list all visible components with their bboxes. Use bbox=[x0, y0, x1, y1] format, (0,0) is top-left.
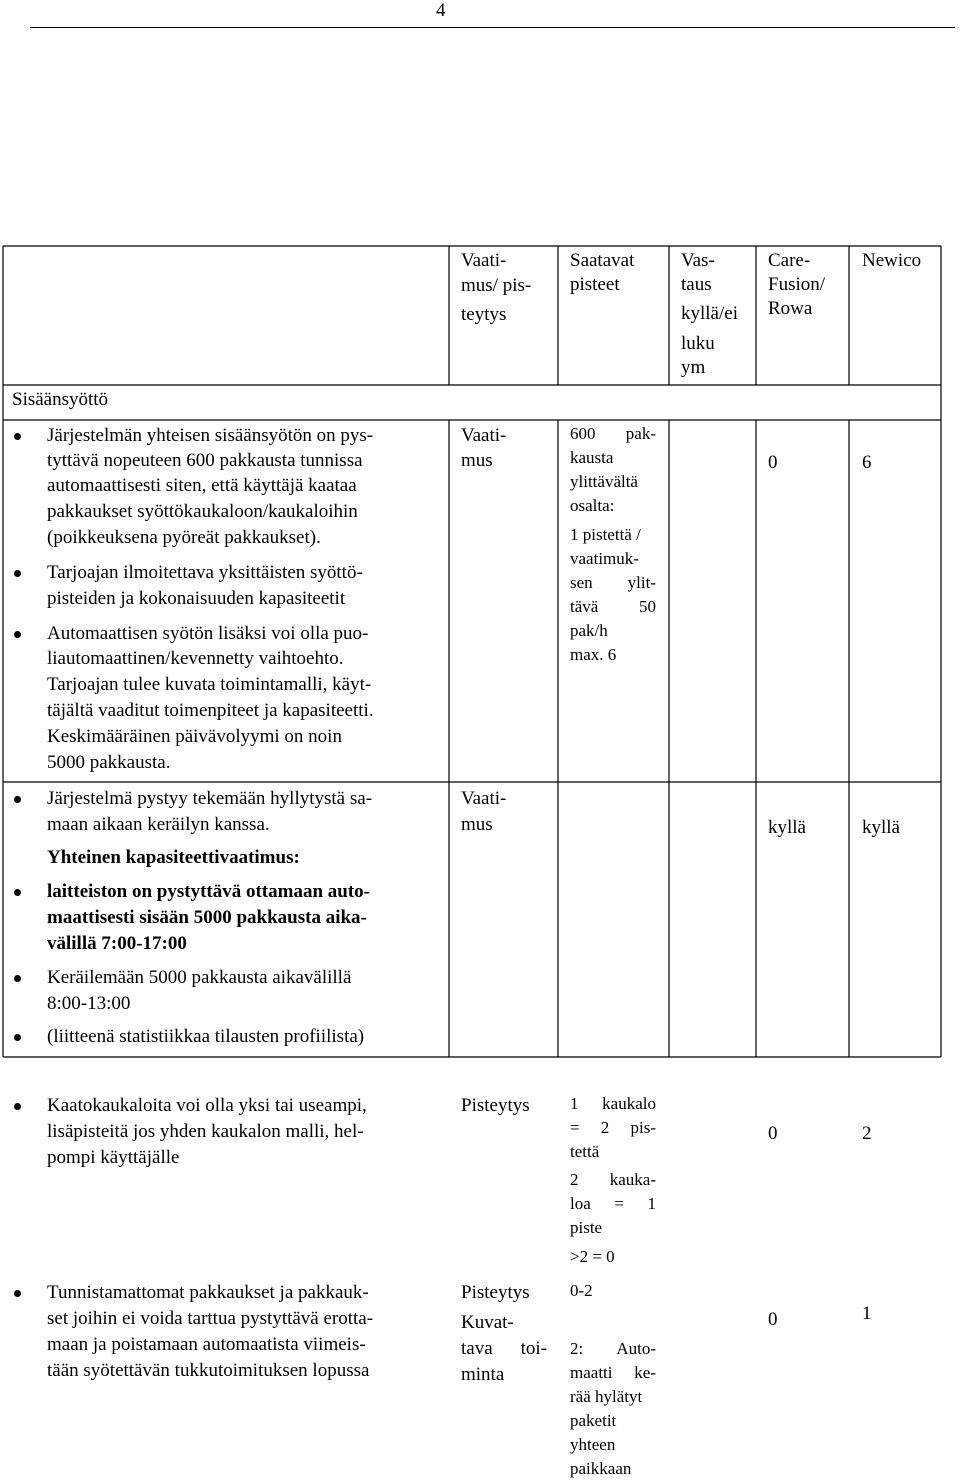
block4-vendor2-value: 1 bbox=[862, 1303, 872, 1324]
block1-points-line6: vaatimuk- bbox=[570, 549, 639, 568]
block1-points-line5: 1 pistettä / bbox=[570, 525, 641, 544]
block2-item3-line2: 8:00-13:00 bbox=[47, 993, 131, 1014]
block1-item3-line2: liautomaattinen/kevennetty vaihtoehto. bbox=[47, 648, 344, 669]
block1-points-line4: osalta: bbox=[570, 496, 615, 515]
block1-points-line2: kausta bbox=[570, 448, 614, 467]
block3-item-line1: Kaatokaukaloita voi olla yksi tai useampi, bbox=[47, 1095, 367, 1116]
block1-item1-line5: (poikkeuksena pyöreät pakkaukset). bbox=[47, 527, 321, 548]
block3-points-line4: 2 kauka- bbox=[570, 1170, 656, 1189]
header-points-2: pisteet bbox=[570, 274, 620, 295]
block3-item-line2: lisäpisteitä jos yhden kaukalon malli, hel- bbox=[47, 1121, 364, 1142]
block1-item2-line1: Tarjoajan ilmoitettava yksittäisten syöttö- bbox=[47, 562, 363, 583]
block3-vendor2-value: 2 bbox=[862, 1123, 872, 1144]
block1-item3-line5: Keskimääräinen päivävolyymi on noin bbox=[47, 726, 342, 747]
block4-points-line7: paikkaan bbox=[570, 1459, 632, 1478]
block1-item1-line2: tyttävä nopeuteen 600 pakkausta tunnissa bbox=[47, 450, 363, 471]
block1-item1-line3: automaattisesti siten, että käyttäjä kaataa bbox=[47, 475, 357, 496]
block1-points-line8: tävä 50 bbox=[570, 597, 656, 616]
block3-points-line2: = 2 pis- bbox=[570, 1118, 656, 1137]
block1-points-line3: ylittävältä bbox=[570, 472, 638, 491]
block1-item2-line2: pisteiden ja kokonaisuuden kapasiteetit bbox=[47, 588, 346, 609]
block1-requirement-2: mus bbox=[461, 450, 493, 471]
block1-item3-line1: Automaattisen syötön lisäksi voi olla puo- bbox=[47, 623, 369, 644]
block1-points-line10: max. 6 bbox=[570, 645, 617, 664]
header-answer-5: ym bbox=[681, 357, 706, 378]
header-vendor1-1: Care- bbox=[768, 250, 811, 271]
bullet bbox=[14, 1290, 21, 1297]
block2-item2-line1: laitteiston on pystyttävä ottamaan auto- bbox=[47, 881, 370, 902]
bullet bbox=[14, 889, 21, 896]
block4-requirement-line2: Kuvat- bbox=[461, 1312, 514, 1333]
bullet bbox=[14, 631, 21, 638]
bullet bbox=[14, 796, 21, 803]
block4-item-line2: set joihin ei voida tarttua pystyttävä erotta- bbox=[47, 1308, 374, 1329]
block4-requirement-line1: Pisteytys bbox=[461, 1282, 530, 1303]
block3-vendor1-value: 0 bbox=[768, 1123, 778, 1144]
block1-vendor1-value: 0 bbox=[768, 452, 778, 473]
section-title: Sisäänsyöttö bbox=[12, 389, 109, 410]
block2-vendor2-value: kyllä bbox=[862, 817, 900, 838]
block4-points-line6: yhteen bbox=[570, 1435, 616, 1454]
block2-item3-line1: Keräilemään 5000 pakkausta aikavälillä bbox=[47, 967, 352, 988]
block2-requirement-2: mus bbox=[461, 814, 493, 835]
header-vendor2: Newico bbox=[862, 250, 922, 271]
block4-item-line4: tään syötettävän tukkutoimituksen lopussa bbox=[47, 1360, 370, 1381]
block3-points-line6: piste bbox=[570, 1218, 603, 1237]
block4-vendor1-value: 0 bbox=[768, 1309, 778, 1330]
block4-points-line1: 0-2 bbox=[570, 1281, 593, 1300]
block2-requirement-1: Vaati- bbox=[461, 788, 507, 809]
block1-item3-line4: täjältä vaaditut toimenpiteet ja kapasiteetti. bbox=[47, 700, 374, 721]
block1-item3-line6: 5000 pakkausta. bbox=[47, 752, 171, 773]
bullet bbox=[14, 1034, 21, 1041]
block1-requirement-1: Vaati- bbox=[461, 425, 507, 446]
header-answer-2: taus bbox=[681, 274, 712, 295]
block3-points-line7: >2 = 0 bbox=[570, 1247, 615, 1266]
bullet bbox=[14, 433, 21, 440]
block1-item1-line4: pakkaukset syöttökaukaloon/kaukaloihin bbox=[47, 501, 358, 522]
header-answer-3: kyllä/ei bbox=[681, 303, 738, 324]
block4-points-line3: maatti ke- bbox=[570, 1363, 656, 1382]
block1-item1-line1: Järjestelmän yhteisen sisäänsyötön on pys- bbox=[47, 425, 374, 446]
header-points-1: Saatavat bbox=[570, 250, 635, 271]
block4-points-line4: rää hylätyt bbox=[570, 1387, 643, 1406]
block3-points-line3: tettä bbox=[570, 1142, 600, 1161]
block4-requirement-line4: minta bbox=[461, 1364, 505, 1385]
block2-item4: (liitteenä statistiikkaa tilausten profiilista) bbox=[47, 1026, 365, 1047]
bullet bbox=[14, 975, 21, 982]
bullet bbox=[14, 570, 21, 577]
block4-item-line1: Tunnistamattomat pakkaukset ja pakkauk- bbox=[47, 1282, 369, 1303]
header-vendor1-3: Rowa bbox=[768, 298, 813, 319]
block1-vendor2-value: 6 bbox=[862, 452, 872, 473]
block3-requirement: Pisteytys bbox=[461, 1095, 530, 1116]
block1-points-line7: sen ylit- bbox=[570, 573, 656, 592]
block4-item-line3: maan ja poistamaan automaatista viimeis- bbox=[47, 1334, 366, 1355]
block2-vendor1-value: kyllä bbox=[768, 817, 806, 838]
block3-points-line1: 1 kaukalo bbox=[570, 1094, 656, 1113]
header-requirement-1: Vaati- bbox=[461, 250, 507, 271]
block3-item-line3: pompi käyttäjälle bbox=[47, 1147, 180, 1168]
block2-item2-line2: maattisesti sisään 5000 pakkausta aika- bbox=[47, 907, 367, 928]
block4-points-line5: paketit bbox=[570, 1411, 617, 1430]
header-answer-4: luku bbox=[681, 333, 715, 354]
bullet bbox=[14, 1103, 21, 1110]
block1-item3-line3: Tarjoajan tulee kuvata toimintamalli, käyt- bbox=[47, 674, 372, 695]
block3-points-line5: loa = 1 bbox=[570, 1194, 656, 1213]
block1-points-line1: 600 pak- bbox=[570, 424, 656, 443]
block2-capacity-heading: Yhteinen kapasiteettivaatimus: bbox=[47, 847, 300, 868]
page-number: 4 bbox=[436, 0, 446, 21]
header-requirement-3: teytys bbox=[461, 304, 507, 325]
block2-item1-line1: Järjestelmä pystyy tekemään hyllytystä sa- bbox=[47, 788, 373, 809]
block4-points-line2: 2: Auto- bbox=[570, 1339, 656, 1358]
header-answer-1: Vas- bbox=[681, 250, 715, 271]
block4-requirement-line3: tava toi- bbox=[461, 1338, 547, 1359]
header-requirement-2: mus/ pis- bbox=[461, 275, 532, 296]
block2-item2-line3: välillä 7:00-17:00 bbox=[47, 933, 187, 954]
header-vendor1-2: Fusion/ bbox=[768, 274, 826, 295]
block1-points-line9: pak/h bbox=[570, 621, 608, 640]
header-rule bbox=[30, 27, 955, 28]
block2-item1-line2: maan aikaan keräilyn kanssa. bbox=[47, 814, 270, 835]
